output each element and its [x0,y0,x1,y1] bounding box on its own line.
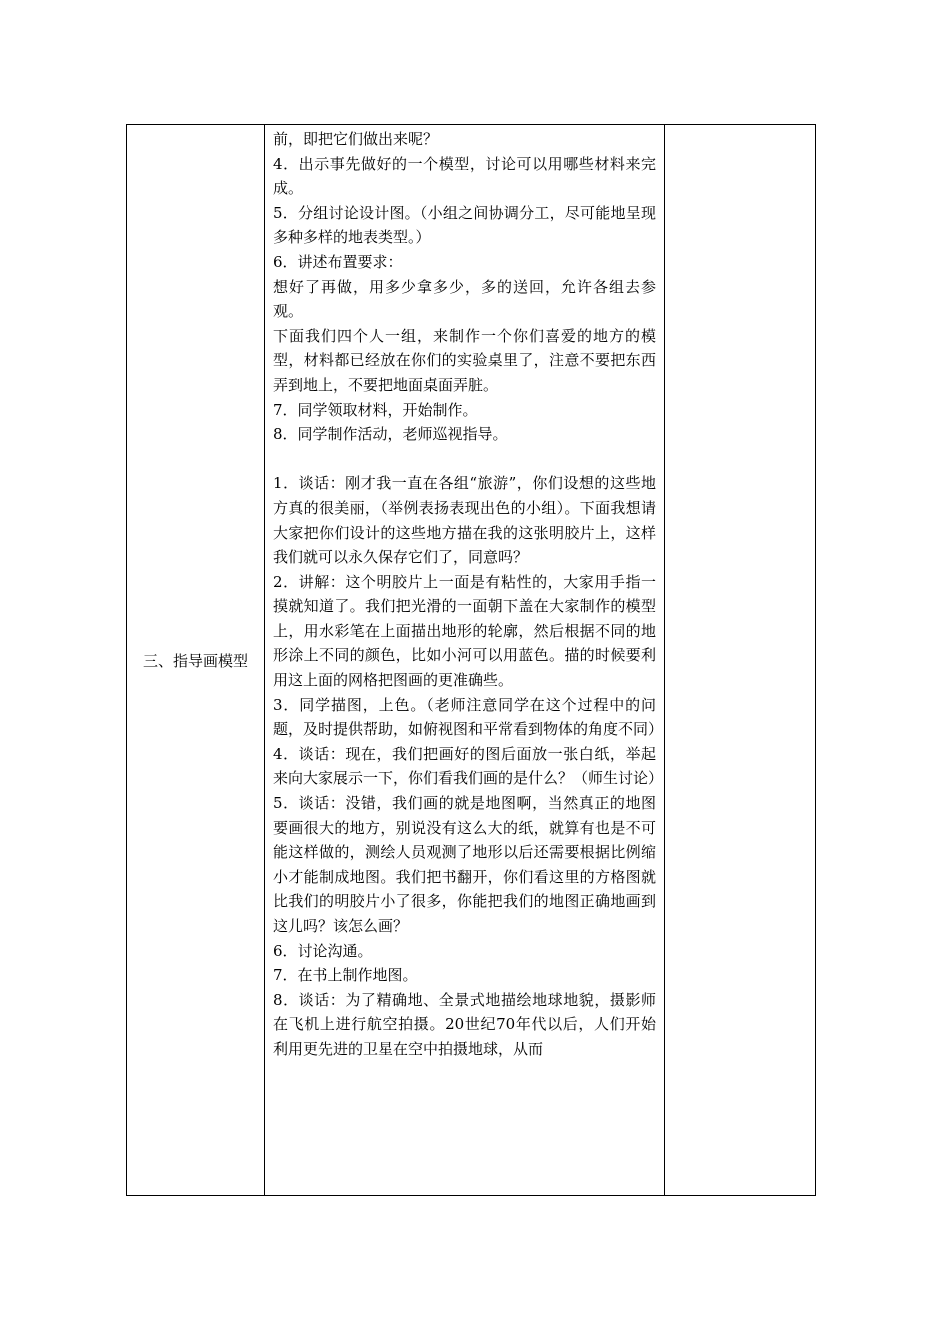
blank-line [273,447,656,472]
paragraph: 1．谈话：刚才我一直在各组“旅游”，你们设想的这些地方真的很美丽，（举例表扬表现出色的小组）。下面我想请大家把你们设计的这些地方描在我的这张明胶片上，这样我们就可以永久保存它们了，同意吗？ [273,474,656,567]
paragraph: 下面我们四个人一组，来制作一个你们喜爱的地方的模型，材料都已经放在你们的实验桌里了，注意不要把东西弄到地上，不要把地面桌面弄脏。 [273,326,656,394]
content-text [265,125,664,1062]
paragraph: 5．分组讨论设计图。（小组之间协调分工，尽可能地呈现多种多样的地表类型。） [273,203,656,247]
paragraph: 7．同学领取材料，开始制作。 [273,400,478,419]
paragraph: 6．讲述布置要求： [273,252,403,271]
section-label: 三、指导画模型 [142,651,248,670]
paragraph: 前，即把它们做出来呢？ [273,130,439,148]
table-row [127,125,816,1196]
lesson-plan-table [126,124,816,1196]
paragraph: 7．在书上制作地图。 [273,966,418,985]
notes-cell [665,125,816,1196]
paragraph: 4．出示事先做好的一个模型，讨论可以用哪些材料来完成。 [273,154,656,198]
paragraph: 6．讨论沟通。 [273,941,373,960]
paragraph: 8．同学制作活动，老师巡视指导。 [273,425,508,444]
paragraph: 想好了再做，用多少拿多少，多的送回，允许各组去参观。 [273,277,656,321]
paragraph: 8．谈话：为了精确地、全景式地描绘地球地貌，摄影师在飞机上进行航空拍摄。20世纪70年代以后，人们开始利用更先进的卫星在空中拍摄地球，从而 [273,990,656,1058]
paragraph: 4．谈话：现在，我们把画好的图后面放一张白纸，举起来向大家展示一下，你们看我们画的是什么？（师生讨论） [273,744,664,788]
content-cell [265,125,665,1196]
paragraph: 2．讲解：这个明胶片上一面是有粘性的，大家用手指一摸就知道了。我们把光滑的一面朝下盖在大家制作的模型上，用水彩笔在上面描出地形的轮廓，然后根据不同的地形涂上不同的颜色，比如小河可以用蓝色。描的时候要利用这上面的网格把图画的更准确些。 [273,572,656,690]
paragraph: 3．同学描图，上色。（老师注意同学在这个过程中的问题，及时提供帮助，如俯视图和平常看到物体的角度不同） [273,695,664,739]
section-label-cell [127,125,265,1196]
paragraph: 5．谈话：没错，我们画的就是地图啊，当然真正的地图要画很大的地方，别说没有这么大的纸，就算有也是不可能这样做的，测绘人员观测了地形以后还需要根据比例缩小才能制成地图。我们把书翻开，你们看这里的方格图就比我们的明胶片小了很多，你能把我们的地图正确地画到这儿吗？该怎么画？ [273,794,656,935]
